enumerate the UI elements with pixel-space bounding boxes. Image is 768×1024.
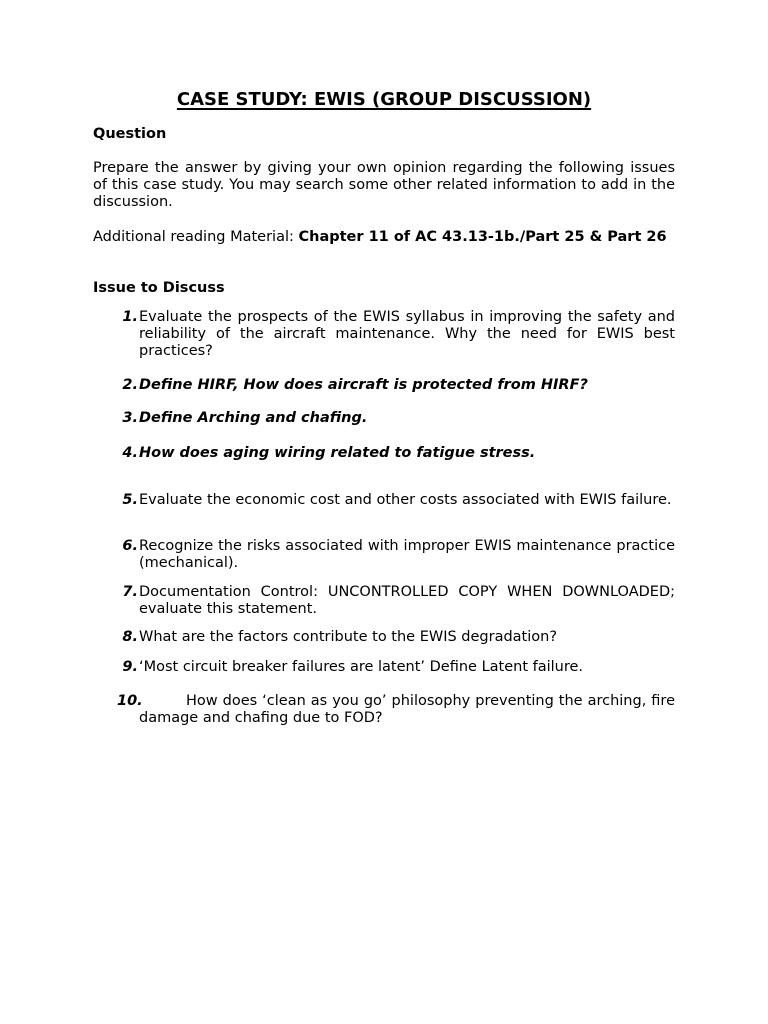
document-title [0,89,768,111]
issue-number: 2. [122,377,138,393]
issue-number: 5. [122,492,138,508]
issue-number: 9. [122,659,138,675]
document-title-text: CASE STUDY: EWIS (GROUP DISCUSSION) [176,89,592,110]
issue-item [112,445,675,462]
issue-text: Documentation Control: UNCONTROLLED COPY WHEN DOWNLOADED; evaluate this statement. [139,584,675,617]
issue-text: Define HIRF, How does aircraft is protected from HIRF? [139,377,588,393]
issue-number: 6. [122,538,138,554]
reading-material-value: Chapter 11 of AC 43.13-1b./Part 25 & Part 26 [298,229,667,245]
reading-material-label: Additional reading Material: [93,229,299,245]
issue-item [112,629,675,646]
issue-text: Define Arching and chafing. [139,410,368,426]
issue-text: Evaluate the prospects of the EWIS syllabus in improving the safety and reliability of the aircraft maintenance. Why the need for EWIS best practices? [139,309,675,359]
issue-item [112,584,675,618]
issue-number: 3. [122,410,138,426]
issue-item [112,309,675,360]
issue-item [112,377,675,394]
question-text: Prepare the answer by giving your own opinion regarding the following issues of this case study. You may search some other related information to add in the discussion. [93,160,675,210]
issue-item [112,538,675,572]
question-heading: Question [93,126,167,142]
issue-number: 1. [122,309,138,325]
issue-text: ‘Most circuit breaker failures are latent’ Define Latent failure. [139,659,584,675]
issues-heading: Issue to Discuss [93,280,225,296]
issue-text: Recognize the risks associated with improper EWIS maintenance practice (mechanical). [139,538,675,571]
issue-text: How does aging wiring related to fatigue stress. [139,445,536,461]
issue-text: How does ‘clean as you go’ philosophy preventing the arching, fire damage and chafing due to FOD? [139,693,675,726]
issue-number: 7. [122,584,138,600]
issue-number: 8. [122,629,138,645]
issue-item [112,693,675,727]
issue-item [112,410,675,427]
issue-text: Evaluate the economic cost and other costs associated with EWIS failure. [139,492,672,508]
issue-text-container [139,693,675,727]
issue-text: What are the factors contribute to the EWIS degradation? [139,629,558,645]
reading-material-paragraph [93,229,675,246]
issue-item [112,492,675,509]
issue-number: 10. [117,693,143,709]
issue-item [112,659,675,676]
issue-number: 4. [122,445,138,461]
